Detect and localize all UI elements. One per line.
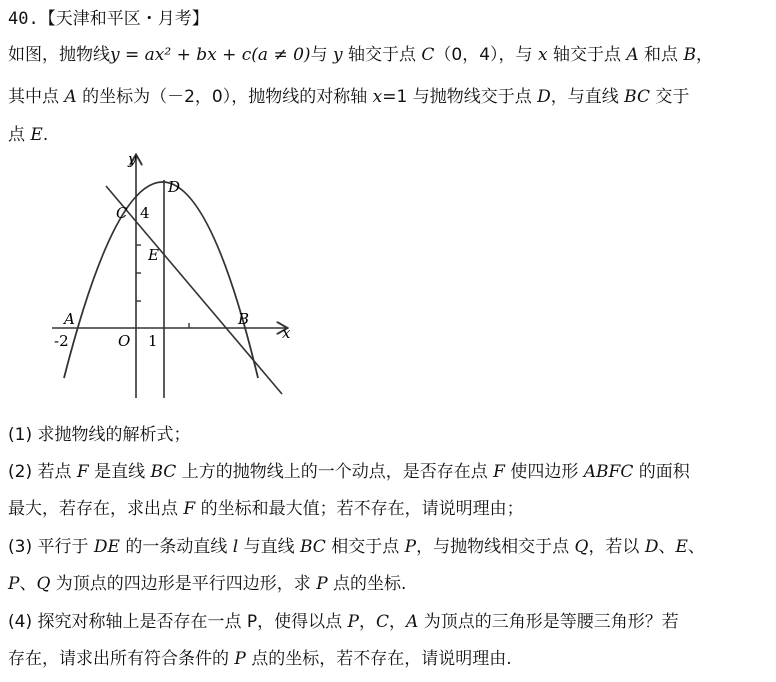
stem-text: 点 — [8, 125, 31, 145]
stem-text: 的坐标为（－2，0），抛物线的对称轴 — [76, 87, 373, 107]
point-A: A — [626, 45, 639, 65]
point-Q: Q — [36, 574, 51, 594]
point-D: D — [644, 537, 659, 557]
question-text: ，若以 — [588, 537, 645, 557]
x-axis-label: x — [282, 324, 291, 342]
stem-text: 与 — [310, 45, 333, 65]
stem-text: =1 与抛物线交于点 — [382, 87, 538, 107]
question-text: (2) 若点 — [8, 462, 77, 482]
question-text: 的坐标和最大值；若不存在，请说明理由； — [195, 499, 524, 519]
var-y: y — [332, 45, 343, 65]
point-B-label: B — [238, 310, 250, 328]
question-3-line-2 — [8, 573, 406, 595]
stem-text: 轴交于点 — [342, 45, 422, 65]
point-D-label: D — [168, 178, 181, 196]
question-4-line-1 — [8, 611, 679, 633]
question-text: (1) 求抛物线的解析式； — [8, 425, 191, 445]
point-E: E — [30, 125, 43, 145]
question-text: 点的坐标，若不存在，请说明理由. — [245, 649, 512, 669]
var-x: x — [372, 87, 383, 107]
question-text: 上方的抛物线上的一个动点，是否存在点 — [176, 462, 494, 482]
question-text: 最大，若存在，求出点 — [8, 499, 184, 519]
tick-label-neg2: -2 — [54, 332, 69, 350]
question-text: 、 — [19, 574, 37, 594]
question-text: 点的坐标. — [327, 574, 407, 594]
tick-label-4: 4 — [140, 204, 150, 222]
point-Q: Q — [574, 537, 589, 557]
quad-ABFC: ABFC — [583, 462, 634, 482]
question-text: 的面积 — [633, 462, 690, 482]
question-text: 相交于点 — [325, 537, 405, 557]
point-C: C — [376, 612, 390, 632]
stem-text: 轴交于点 — [547, 45, 627, 65]
question-2-line-2 — [8, 498, 524, 520]
point-B: B — [683, 45, 696, 65]
question-text: 、 — [658, 537, 676, 557]
point-P: P — [404, 537, 417, 557]
question-text: 使四边形 — [504, 462, 584, 482]
point-F: F — [183, 499, 196, 519]
problem-header — [8, 8, 209, 30]
point-A-label: A — [64, 310, 75, 328]
stem-text: （0，4），与 — [434, 45, 538, 65]
line-l: l — [232, 537, 239, 557]
point-P: P — [234, 649, 246, 669]
question-1 — [8, 424, 190, 446]
question-text: 为顶点的三角形是等腰三角形？若 — [418, 612, 679, 632]
stem-text: ，与直线 — [550, 87, 625, 107]
stem-text: 其中点 — [8, 87, 65, 107]
question-text: 与直线 — [238, 537, 300, 557]
question-text: ，与抛物线相交于点 — [416, 537, 575, 557]
parabola-equation: y = ax² + bx + c(a ≠ 0) — [110, 45, 311, 65]
stem-text: 交于 — [649, 87, 690, 107]
question-text: 存在，请求出所有符合条件的 — [8, 649, 235, 669]
line-BC: BC — [150, 462, 177, 482]
question-3-line-1 — [8, 536, 705, 558]
stem-line-3 — [8, 124, 48, 146]
question-text: 、 — [687, 537, 705, 557]
question-2-line-1 — [8, 461, 690, 483]
line-BC: BC — [300, 537, 326, 557]
point-A: A — [64, 87, 77, 107]
point-C: C — [421, 45, 435, 65]
stem-text: 如图，抛物线 — [8, 45, 110, 65]
point-P: P — [8, 574, 20, 594]
point-D: D — [537, 87, 551, 107]
line-BC: BC — [624, 87, 650, 107]
tick-label-1: 1 — [148, 332, 158, 350]
var-x: x — [537, 45, 548, 65]
point-E-label: E — [148, 246, 159, 264]
segment-DE: DE — [93, 537, 120, 557]
question-4-line-2 — [8, 648, 512, 670]
stem-line-2 — [8, 86, 689, 108]
question-text: (3) 平行于 — [8, 537, 94, 557]
parabola-figure — [44, 146, 304, 406]
point-A: A — [406, 612, 419, 632]
stem-text: 和点 — [638, 45, 684, 65]
question-text: 是直线 — [88, 462, 151, 482]
line-bc — [106, 186, 282, 394]
stem-text: ， — [695, 45, 713, 65]
stem-text: . — [42, 125, 49, 145]
question-text: (4) 探究对称轴上是否存在一点 P，使得以点 — [8, 612, 348, 632]
origin-label: O — [118, 332, 131, 350]
y-axis-label: y — [128, 150, 137, 168]
parabola-curve — [64, 182, 258, 378]
question-text: ， — [389, 612, 407, 632]
point-C-label: C — [116, 204, 128, 222]
point-E: E — [675, 537, 688, 557]
problem-number: 40. — [8, 9, 39, 29]
problem-source: 【天津和平区・月考】 — [38, 9, 209, 29]
point-F: F — [76, 462, 89, 482]
question-text: ， — [359, 612, 376, 632]
point-P: P — [316, 574, 328, 594]
question-text: 为顶点的四边形是平行四边形，求 — [50, 574, 317, 594]
stem-line-1 — [8, 44, 713, 66]
point-F: F — [493, 462, 505, 482]
question-text: 的一条动直线 — [119, 537, 233, 557]
point-P: P — [347, 612, 359, 632]
